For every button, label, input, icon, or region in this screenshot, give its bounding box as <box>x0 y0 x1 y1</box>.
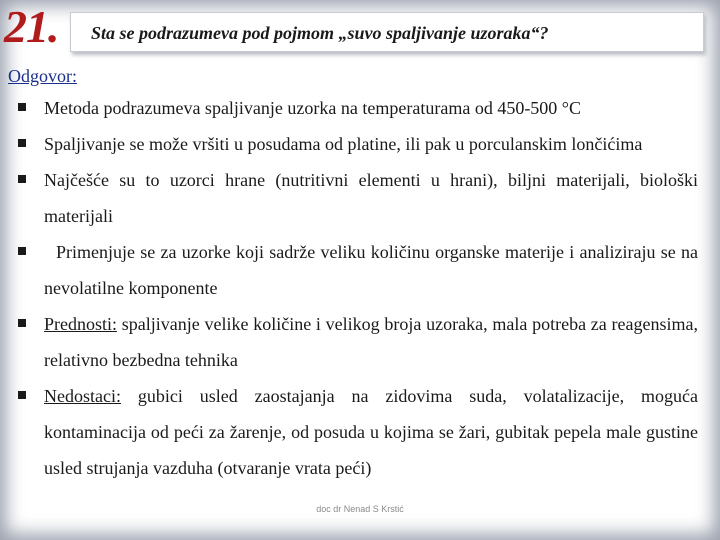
square-bullet-icon <box>18 103 26 111</box>
square-bullet-icon <box>18 139 26 147</box>
bullet-item <box>18 234 698 306</box>
bullet-item <box>18 162 698 234</box>
answer-label: Odgovor: <box>8 66 77 86</box>
bullet-text: spaljivanje velike količine i velikog broja uzoraka, mala potreba za reagensima, relativno bezbedna tehnika <box>44 314 698 370</box>
square-bullet-icon <box>18 175 26 183</box>
footer-author: doc dr Nenad S Krstić <box>316 504 404 514</box>
bullet-item <box>18 90 698 126</box>
slide-number: 21. <box>4 1 59 52</box>
title-box <box>70 12 704 52</box>
slide-title: Sta se podrazumeva pod pojmom „suvo spaljivanje uzoraka“? <box>91 23 549 43</box>
bullet-item <box>18 306 698 378</box>
square-bullet-icon <box>18 247 26 255</box>
bullet-text: Spaljivanje se može vršiti u posudama od platine, ili pak u porculanskim lončićima <box>44 134 643 154</box>
bullet-text: Najčešće su to uzorci hrane (nutritivni elementi u hrani), biljni materijali, biološki materijali <box>44 170 698 226</box>
bullet-item <box>18 378 698 486</box>
square-bullet-icon <box>18 319 26 327</box>
square-bullet-icon <box>18 391 26 399</box>
bullet-text: Primenjuje se za uzorke koji sadrže veliku količinu organske materije i analiziraju se na nevolatilne komponente <box>44 242 698 298</box>
bullet-item <box>18 126 698 162</box>
bullet-list <box>18 90 698 486</box>
bullet-text: gubici usled zaostajanja na zidovima suda, volatalizacije, moguća kontaminacija od peći za žarenje, od posuda u kojima se žari, gubitak pepela male gustine usled strujanja vazduha (otvaranje vrata peći) <box>44 386 698 478</box>
disadvantages-label: Nedostaci: <box>44 386 121 406</box>
bullet-text: Metoda podrazumeva spaljivanje uzorka na temperaturama od 450-500 °C <box>44 98 582 118</box>
advantages-label: Prednosti: <box>44 314 118 334</box>
